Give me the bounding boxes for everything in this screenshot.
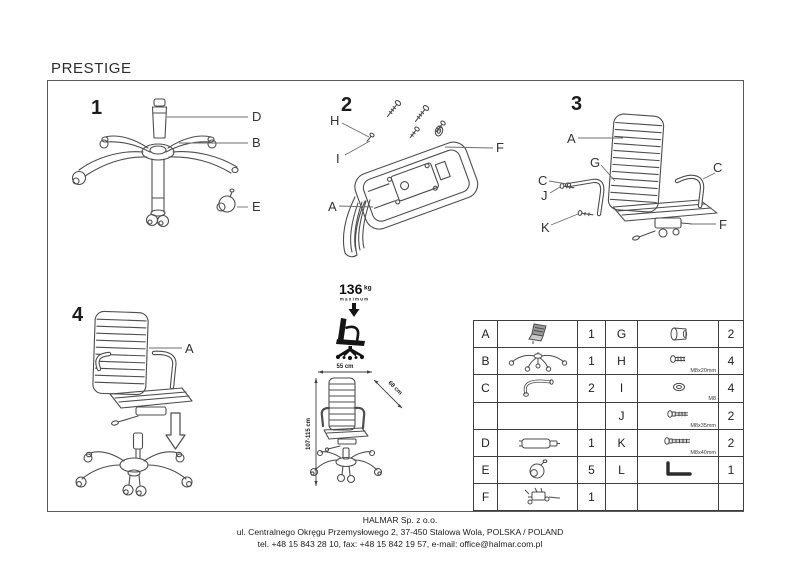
table-row	[474, 484, 744, 511]
diagram-step-4	[58, 295, 318, 513]
table-row	[474, 456, 744, 483]
part-qty-cell: 1	[578, 429, 606, 456]
gas-lift-drawing	[153, 99, 167, 138]
step-1-number: 1	[91, 97, 103, 119]
page-title: PRESTIGE	[51, 60, 132, 77]
part-icon-cell	[638, 321, 719, 348]
step-2-number: 2	[341, 94, 353, 116]
part-letter-cell: F	[474, 484, 498, 511]
diagram-step-3	[525, 85, 750, 280]
part-spec: M8x35mm	[690, 422, 716, 429]
mechanism-icon	[508, 485, 568, 509]
diagram-step-1	[55, 86, 270, 251]
part-letter-cell	[606, 484, 638, 511]
part-spec: M8x40mm	[690, 449, 716, 456]
part-icon-cell	[498, 402, 578, 429]
part-qty-cell: 4	[719, 348, 744, 375]
part-icon-cell	[498, 456, 578, 483]
part-letter-cell: E	[474, 456, 498, 483]
label-a: A	[328, 199, 337, 214]
part-letter-cell: J	[606, 402, 638, 429]
label-i: I	[336, 151, 340, 166]
armrest-icon	[508, 376, 568, 400]
part-spec: M8	[708, 395, 716, 402]
table-row	[474, 348, 744, 375]
table-row	[474, 429, 744, 456]
part-letter-cell	[474, 402, 498, 429]
part-letter-cell: C	[474, 375, 498, 402]
label-c-left: C	[538, 173, 548, 188]
part-qty-cell: 1	[719, 456, 744, 483]
screws-drawing	[365, 100, 446, 143]
five-star-base-drawing	[73, 136, 239, 226]
weight-limit-icon	[322, 278, 410, 360]
part-qty-cell: 1	[578, 321, 606, 348]
part-qty-cell	[578, 402, 606, 429]
part-icon-cell	[498, 484, 578, 511]
weight-arrow-icon	[349, 303, 360, 317]
part-icon-cell	[498, 348, 578, 375]
dimension-drawing	[296, 356, 456, 510]
part-letter-cell: H	[606, 348, 638, 375]
bolts-drawing	[560, 183, 593, 217]
part-letter-cell: G	[606, 321, 638, 348]
base-icon	[506, 349, 570, 373]
part-letter-cell: A	[474, 321, 498, 348]
base-drawing	[76, 452, 192, 496]
label-g: G	[590, 155, 601, 170]
part-qty-cell	[719, 484, 744, 511]
part-spec: M8x20mm	[690, 368, 716, 375]
label-d: D	[252, 109, 262, 124]
label-a: A	[567, 131, 576, 146]
seat-mechanism-drawing	[343, 125, 481, 257]
washer-icon	[648, 376, 708, 400]
parts-table	[473, 320, 744, 511]
dimension-chair-drawing	[311, 378, 382, 483]
part-qty-cell: 1	[578, 484, 606, 511]
diagram-step-2	[295, 85, 510, 275]
part-letter-cell: B	[474, 348, 498, 375]
footer-address: ul. Centralnego Okręgu Przemysłowego 2, 37-450 Stalowa Wola, POLSKA / POLAND	[236, 526, 564, 537]
label-f: F	[496, 140, 504, 155]
part-qty-cell: 2	[719, 429, 744, 456]
chair-silhouette-icon	[336, 318, 365, 360]
label-e: E	[252, 199, 261, 214]
part-icon-cell	[638, 348, 719, 375]
part-icon-cell	[498, 375, 578, 402]
label-c-right: C	[713, 160, 723, 175]
part-icon-cell	[638, 429, 719, 456]
part-qty-cell: 2	[719, 321, 744, 348]
depth-dimension: 68 cm	[386, 380, 403, 397]
down-arrow	[166, 413, 185, 449]
part-icon-cell	[638, 484, 719, 511]
label-j: J	[541, 188, 548, 203]
tilt-mechanism-drawing	[632, 218, 693, 241]
label-a: A	[185, 341, 194, 356]
part-icon-cell	[638, 402, 719, 429]
table-row	[474, 402, 744, 429]
allen-key-icon	[648, 458, 708, 482]
label-h: H	[330, 113, 340, 128]
bushing-icon	[648, 322, 708, 346]
part-qty-cell: 4	[719, 375, 744, 402]
part-letter-cell: D	[474, 429, 498, 456]
step-4-number: 4	[72, 304, 84, 326]
part-letter-cell: L	[606, 456, 638, 483]
label-b: B	[252, 135, 261, 150]
seat-icon	[508, 322, 568, 346]
part-icon-cell	[498, 429, 578, 456]
part-qty-cell: 5	[578, 456, 606, 483]
caster-drawing	[217, 189, 235, 212]
weight-note: maximum	[340, 296, 370, 302]
part-letter-cell: I	[606, 375, 638, 402]
part-letter-cell: K	[606, 429, 638, 456]
label-f: F	[719, 217, 727, 232]
footer-company: HALMAR Sp. z o.o.	[362, 515, 438, 525]
step-3-number: 3	[571, 93, 583, 115]
height-dimension: 107-115 cm	[306, 417, 312, 451]
part-icon-cell	[638, 456, 719, 483]
part-icon-cell	[498, 321, 578, 348]
footer	[0, 515, 800, 550]
caster-icon	[508, 458, 568, 482]
weight-value: 136	[339, 281, 363, 297]
part-qty-cell: 1	[578, 348, 606, 375]
weight-unit: kg	[364, 284, 372, 292]
table-row	[474, 321, 744, 348]
part-qty-cell: 2	[719, 402, 744, 429]
label-k: K	[541, 220, 550, 235]
width-dimension: 55 cm	[336, 364, 354, 370]
left-armrest-drawing	[565, 181, 602, 214]
footer-contact: tel. +48 15 843 28 10, fax: +48 15 842 19 57, e-mail: office@halmar.com.pl	[257, 538, 543, 549]
part-qty-cell: 2	[578, 375, 606, 402]
gas-lift-icon	[508, 431, 568, 455]
part-icon-cell	[638, 375, 719, 402]
table-row	[474, 375, 744, 402]
